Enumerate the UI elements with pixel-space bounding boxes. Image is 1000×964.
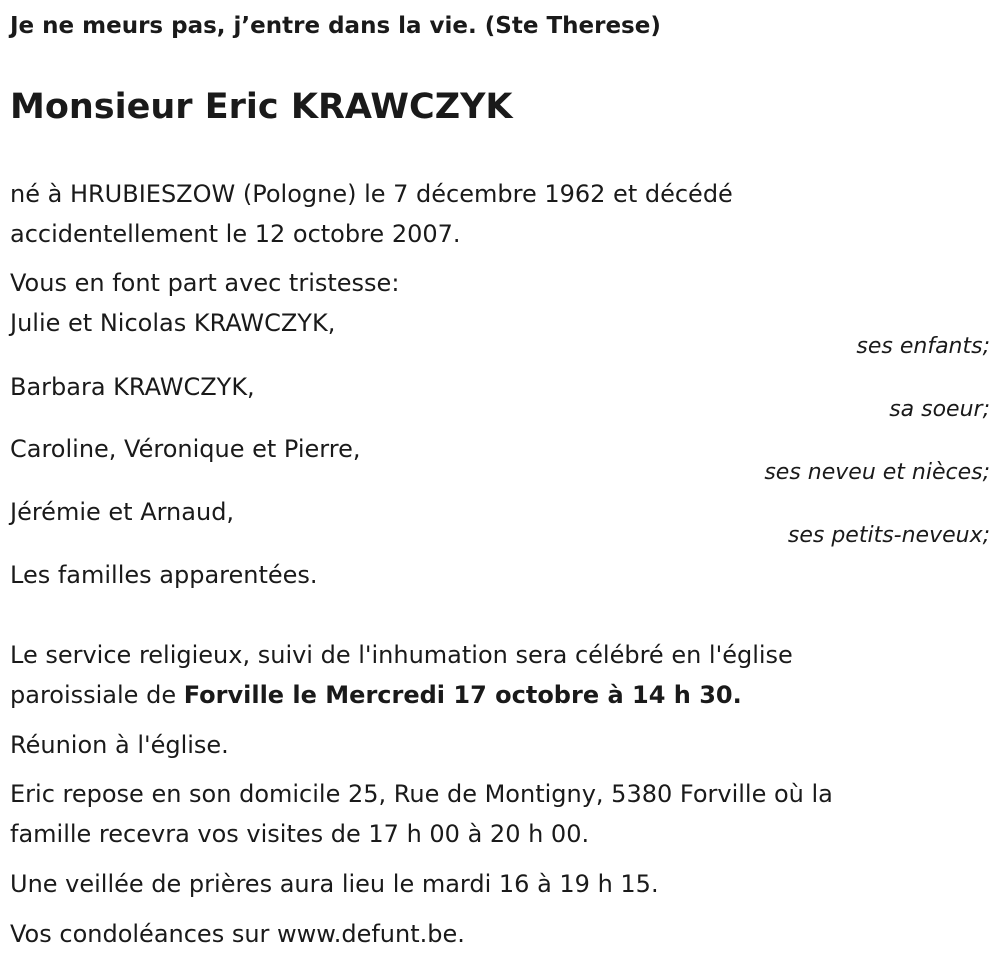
service-line-2 (10, 675, 742, 715)
family-names-children: Julie et Nicolas KRAWCZYK, (10, 309, 336, 337)
related-families-line: Les familles apparentées. (10, 561, 318, 589)
vigil-line: Une veillée de prières aura lieu le mardi 16 à 19 h 15. (10, 870, 659, 898)
rest-line-2: famille recevra vos visites de 17 h 00 à 20 h 00. (10, 820, 590, 848)
deceased-name: Monsieur Eric KRAWCZYK (10, 87, 513, 127)
service-date-time: Forville le Mercredi 17 octobre à 14 h 30. (183, 681, 742, 709)
reunion-line: Réunion à l'église. (10, 731, 229, 759)
family-names-sister: Barbara KRAWCZYK, (10, 373, 255, 401)
family-names-grand-nephews: Jérémie et Arnaud, (10, 498, 235, 526)
condolences-line: Vos condoléances sur www.defunt.be. (10, 920, 465, 948)
family-relation-nephews-nieces: ses neveu et nièces; (764, 460, 990, 485)
family-relation-grand-nephews: ses petits-neveux; (787, 523, 990, 548)
birth-line-1: né à HRUBIESZOW (Pologne) le 7 décembre 1962 et décédé (10, 180, 733, 208)
birth-line-2: accidentellement le 12 octobre 2007. (10, 220, 461, 248)
family-relation-sister: sa soeur; (889, 397, 990, 422)
family-names-nephews-nieces: Caroline, Véronique et Pierre, (10, 435, 361, 463)
service-line-2-prefix: paroissiale de (10, 681, 184, 709)
rest-line-1: Eric repose en son domicile 25, Rue de Montigny, 5380 Forville où la (10, 780, 833, 808)
family-relation-children: ses enfants; (856, 334, 990, 359)
epigraph-quote: Je ne meurs pas, j’entre dans la vie. (Ste Therese) (10, 13, 661, 39)
announcement-line: Vous en font part avec tristesse: (10, 269, 400, 297)
service-line-1: Le service religieux, suivi de l'inhumation sera célébré en l'église (10, 641, 793, 669)
